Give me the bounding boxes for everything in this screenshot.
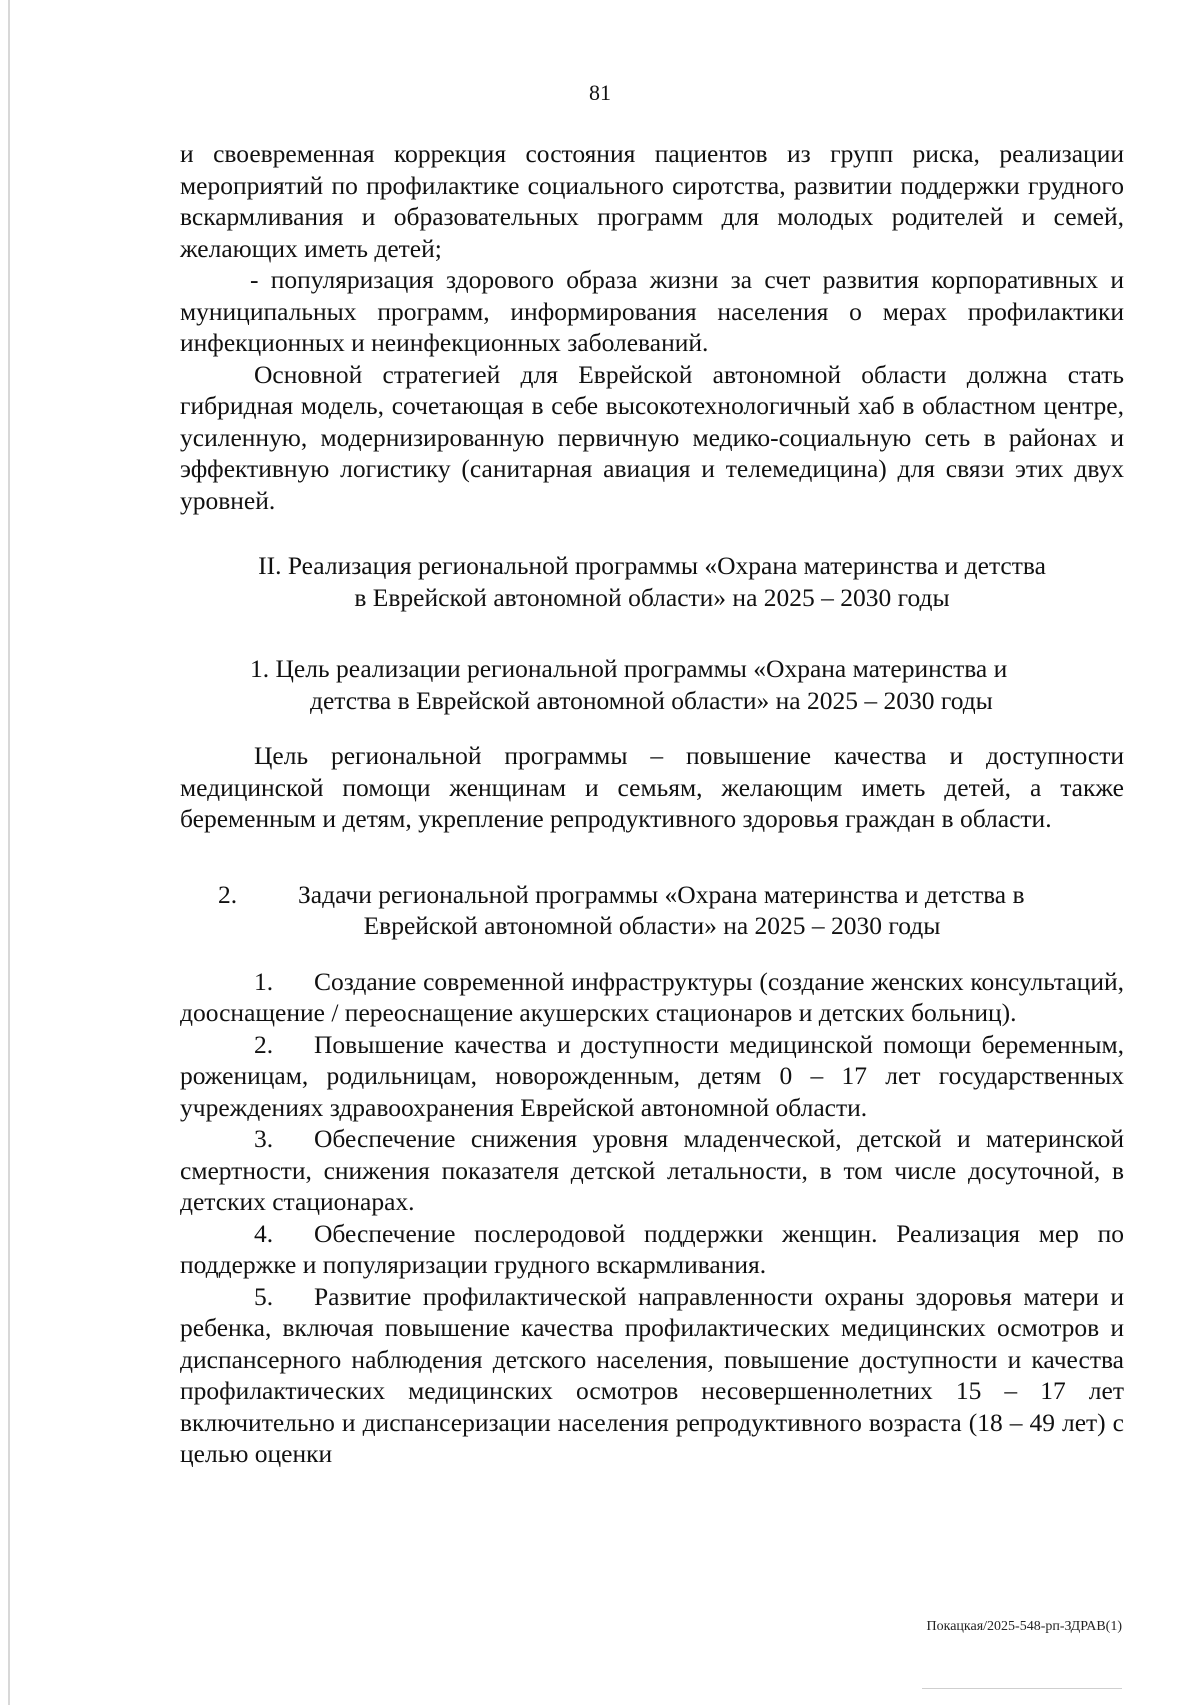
scan-edge [8,0,10,1705]
task-item [180,1281,1124,1470]
section-1-heading-line-2: детства в Еврейской автономной области» на 2025 – 2030 годы [310,685,993,715]
task-item [180,1029,1124,1124]
task-text: Создание современной инфраструктуры (создание женских консультаций, дооснащение / переоснащение акушерских стационаров и детских больниц). [180,966,1124,1027]
task-item [180,1218,1124,1281]
task-text: Обеспечение послеродовой поддержки женщин. Реализация мер по поддержке и популяризации грудного вскармливания. [180,1218,1124,1279]
task-number: 4. [254,1218,274,1248]
section-1-heading [180,653,1124,716]
task-number: 2. [254,1029,274,1059]
section-2-heading-line-1: Задачи региональной программы «Охрана материнства и детства в [298,879,1025,909]
task-text: Повышение качества и доступности медицинской помощи беременным, роженицам, родильницам, новорожденным, детям 0 – 17 лет государственных учреждениях здравоохранения Еврейской автономной области. [180,1029,1124,1122]
section-1-heading-line-1: 1. Цель реализации региональной программы «Охрана материнства и [250,654,1008,683]
task-list [180,966,1124,1470]
document-body [180,138,1124,1470]
section-2-number: 2. [218,879,238,909]
page-number: 81 [589,80,611,105]
section-II-heading [180,550,1124,613]
section-2-heading-line-2: Еврейской автономной области» на 2025 – 2030 годы [363,911,941,940]
intro-strategy-paragraph: Основной стратегией для Еврейской автономной области должна стать гибридная модель, сочетающая в себе высокотехнологичный хаб в областном центре, усиленную, модернизированную первичную медико-социальную сеть в районах и эффективную логистику (санитарная авиация и телемедицина) для связи этих двух уровней. [180,359,1124,515]
section-II-heading-line-1: II. Реализация региональной программы «Охрана материнства и детства [258,551,1046,580]
task-text: Развитие профилактической направленности охраны здоровья матери и ребенка, включая повышение качества профилактических медицинских осмотров и диспансерного наблюдения детского населения, повышение доступности и качества профилактических медицинских осмотров несовершеннолетних 15 – 17 лет включительно и диспансеризации населения репродуктивного возраста (18 – 49 лет) с целью оценки [180,1281,1124,1468]
section-II-heading-line-2: в Еврейской автономной области» на 2025 – 2030 годы [354,582,950,612]
task-item [180,1123,1124,1218]
task-number: 1. [254,966,274,996]
task-number: 5. [254,1281,274,1311]
task-item [180,966,1124,1029]
task-text: Обеспечение снижения уровня младенческой, детской и материнской смертности, снижения показателя детской летальности, в том числе досуточной, в детских стационарах. [180,1124,1124,1216]
task-number: 3. [254,1124,274,1153]
goal-paragraph: Цель региональной программы – повышение качества и доступности медицинской помощи женщинам и семьям, желающим иметь детей, а также беременным и детям, укрепление репродуктивного здоровья граждан в области. [180,741,1124,833]
intro-dash-item: - популяризация здорового образа жизни за счет развития корпоративных и муниципальных программ, информирования населения о мерах профилактики инфекционных и неинфекционных заболеваний. [180,265,1124,357]
document-registration-id: Покацкая/2025-548-рп-ЗДРАВ(1) [926,1619,1122,1634]
section-2-heading [180,879,1124,942]
intro-paragraph-1: и своевременная коррекция состояния пациентов из групп риска, реализации мероприятий по профилактике социального сиротства, развитии поддержки грудного вскармливания и образовательных программ для молодых родителей и семей, желающих иметь детей; [180,139,1124,263]
footer-divider [922,1688,1122,1689]
